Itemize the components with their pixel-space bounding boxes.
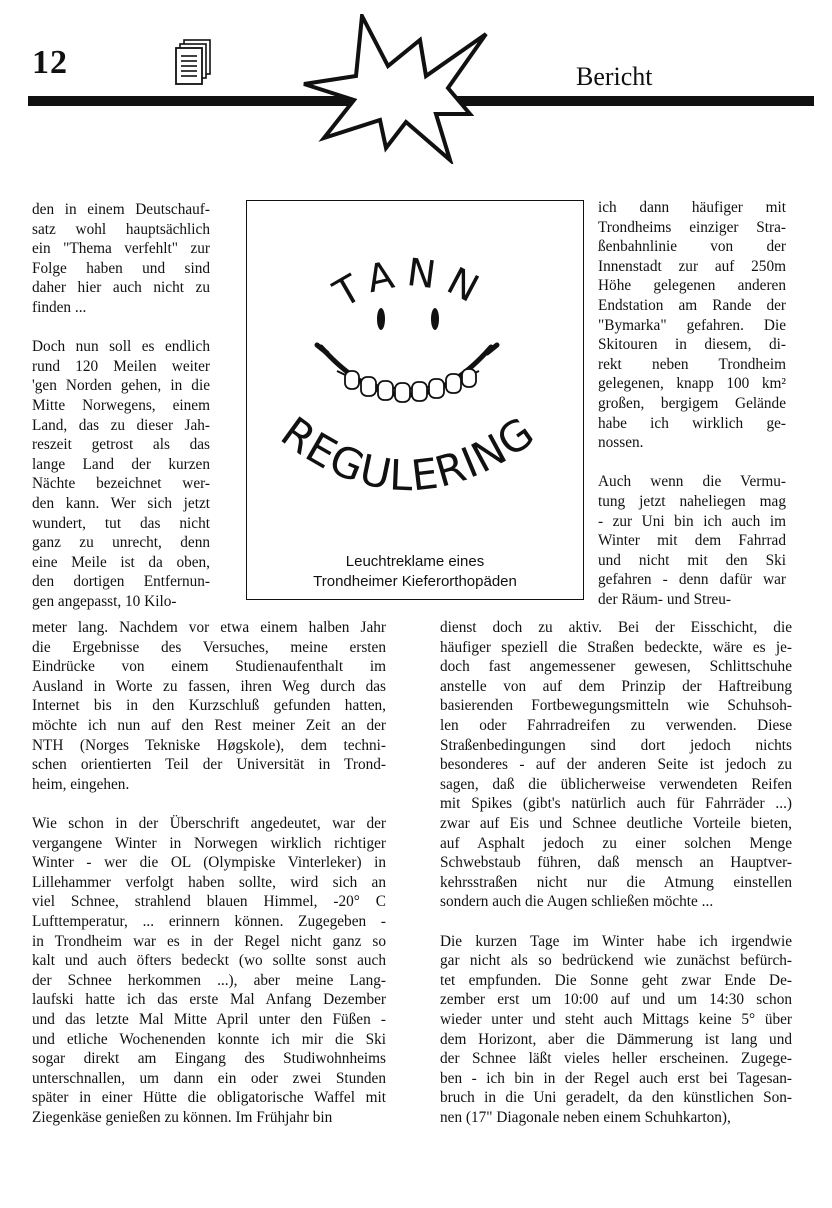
text-line: Winter - wer die OL (Olympiske Vinterleker) in xyxy=(32,854,386,872)
text-line: schen orientierten Teil der Universität in Trond- xyxy=(32,756,386,774)
text-line: später in einer Hütte die obligatorische Waffel mit xyxy=(32,1089,386,1107)
text-line: nen (17" Diagonale neben einem Schuhkarton), xyxy=(440,1109,731,1126)
text-line: Internet bis in den Kurzschluß gefunden hatten, xyxy=(32,697,386,715)
text-line: vergangene Winter in Norwegen wirklich richtiger xyxy=(32,834,386,852)
text-line: wundert, tut das nicht xyxy=(32,514,210,532)
text-line: Auch wenn die Vermu- xyxy=(598,473,786,491)
smiley-logo xyxy=(247,201,585,601)
text-line: tet empfunden. Die Sonne geht zwar Ende De- xyxy=(440,971,792,989)
text-line: Eindrücke von einem Studienaufenthalt im xyxy=(32,658,386,676)
text-line: großen, bergigem Gelände xyxy=(598,395,786,412)
text-line: Ausland in Worte zu fassen, ihren Weg durch das xyxy=(32,677,386,695)
text-line: habe ich wirklich ge- xyxy=(598,414,786,432)
ad-caption-line-2: Trondheimer Kieferorthopäden xyxy=(313,573,517,590)
text-line xyxy=(32,318,210,338)
document-stack-icon xyxy=(172,38,214,88)
text-line: Höhe gelegenen anderen xyxy=(598,277,786,295)
text-line: sogar direkt am Eingang des Studiwohnheims xyxy=(32,1050,386,1068)
logo-top-text: TANN xyxy=(326,249,495,316)
text-line: Straßenbedingungen sind dort jedoch nichts xyxy=(440,736,792,754)
text-line: viel Schnee, strahlend blauen Himmel, -20° C xyxy=(32,893,386,911)
text-line: wieder unter und steht auch Mittags keine 5° über xyxy=(440,1011,792,1028)
text-line: der Schnee herkommen ...), aber meine Lang- xyxy=(32,971,386,989)
text-line: sondern auch die Augen schließen möchte ... xyxy=(440,893,714,911)
advertisement-image xyxy=(246,200,584,600)
text-line: besonderes - auf der anderen Seite ist jedoch zu xyxy=(440,756,792,774)
text-line: Doch nun soll es endlich xyxy=(32,338,210,356)
text-line: Mitte Norwegens, einem xyxy=(32,397,210,414)
text-line: den kann. Wer sich jetzt xyxy=(32,495,210,512)
text-line: Schwebstaub führen, daß mensch an Hauptver- xyxy=(440,854,792,872)
ad-caption-line-1: Leuchtreklame eines xyxy=(345,553,485,570)
text-line: Trondheims einziger Stra- xyxy=(598,218,786,236)
text-line: basierenden Fortbewegungsmitteln wie Schuhsoh- xyxy=(440,697,792,715)
text-line xyxy=(32,794,386,814)
text-line: satz wohl hauptsächlich xyxy=(32,220,210,238)
text-line: ein "Thema verfehlt" zur xyxy=(32,240,210,258)
text-line: lange Land der kurzen xyxy=(32,455,210,473)
text-line: meter lang. Nachdem vor etwa einem halben Jahr xyxy=(32,619,386,636)
text-line: ßenbahnlinie von der xyxy=(598,238,786,256)
text-line: tung jetzt naheliegen mag xyxy=(598,493,786,510)
text-line: "Bymarka" gefahren. Die xyxy=(598,316,786,334)
text-line: Winter mit dem Fahrrad xyxy=(598,532,786,550)
text-line: Endstation am Rande der xyxy=(598,297,786,314)
text-line: zember erst um 10:00 auf und um 14:30 schon xyxy=(440,991,792,1009)
text-line: finden ... xyxy=(32,299,87,316)
text-line: der Schnee läßt vieles heller erscheinen. Zugege- xyxy=(440,1050,792,1068)
text-line: len oder Fahrradreifen zu verwenden. Diese xyxy=(440,717,792,734)
logo-arc-text: REGULERING xyxy=(272,406,544,501)
text-line: nossen. xyxy=(598,434,644,452)
text-line: - zur Uni bin ich auch im xyxy=(598,512,786,530)
text-line: in Trondheim war es in der Regel nicht ganz so xyxy=(32,932,386,950)
text-line: dienst doch zu aktiv. Bei der Eisschicht, die xyxy=(440,619,792,636)
text-line: ich dann häufiger mit xyxy=(598,199,786,216)
text-line: heim, eingehen. xyxy=(32,775,130,793)
text-line: und das letzte Mal Mitte April unter den Füßen - xyxy=(32,1011,386,1028)
text-line: gefahren - denn dafür war xyxy=(598,571,786,589)
text-line: Die kurzen Tage im Winter habe ich irgendwie xyxy=(440,932,792,950)
text-line: daher hier auch nicht zu xyxy=(32,279,210,297)
text-line: kalt und auch öfters bedeckt (wo sollte sonst auch xyxy=(32,952,386,970)
text-line: ganz zu unrecht, denn xyxy=(32,534,210,552)
text-line: Ziegenkäse genießen zu können. Im Frühjahr bin xyxy=(32,1109,333,1126)
text-line: auf Asphalt jedoch zu einer solchen Menge xyxy=(440,834,792,852)
text-line: dem Horizont, aber die Dämmerung ist lang und xyxy=(440,1030,792,1048)
text-line: Land, das zu dieser Jah- xyxy=(32,416,210,434)
section-title: Bericht xyxy=(576,62,653,91)
text-line: den dortigen Entfernun- xyxy=(32,573,210,591)
text-line: und nicht mit den Ski xyxy=(598,551,786,569)
text-line: rekt neben Trondheim xyxy=(598,355,786,373)
text-line: möchte ich nun auf den Rest meiner Zeit an der xyxy=(32,717,386,734)
text-line: laufski hatte ich das erste Mal Anfang Dezember xyxy=(32,991,386,1009)
text-line: mit Spikes (gibt's natürlich auch für Fahrräder ...) xyxy=(440,795,792,813)
text-line: Lillehammer verfolgt haben sollte, wird sich an xyxy=(32,873,386,891)
text-line: unterschnallen, um dann ein oder zwei Stunden xyxy=(32,1069,386,1087)
text-line: Folge haben und sind xyxy=(32,259,210,277)
text-line: der Räum- und Streu- xyxy=(598,591,731,608)
text-line: die Ergebnisse des Versuches, meine ersten xyxy=(32,638,386,656)
text-line: sagen, daß die üblicherweise verwendeten Reifen xyxy=(440,775,792,793)
page-number: 12 xyxy=(32,44,68,81)
text-line: den in einem Deutschauf- xyxy=(32,201,210,218)
text-line: und etliche Wochenenden konnte ich mir die Ski xyxy=(32,1030,386,1048)
text-line: ben - ich bin in der Regel auch erst bei Tagesan- xyxy=(440,1069,792,1087)
text-line: NTH (Norges Tekniske Høgskole), dem techni- xyxy=(32,736,386,754)
text-line: Innenstadt zur auf 250m xyxy=(598,257,786,275)
text-line: kehrsstraßen nicht nur die Atmung einstellen xyxy=(440,873,792,891)
text-line: häufiger speziell die Straßen bedeckte, wäre es je- xyxy=(440,638,792,656)
text-line: doch fast angemessener gewesen, Schlittschuhe xyxy=(440,658,792,676)
text-line xyxy=(440,912,792,932)
text-line: 'gen Norden gehen, in die xyxy=(32,377,210,395)
text-line: bruch in die Uni geradelt, da den künstlichen Son- xyxy=(440,1089,792,1107)
text-line: gar nicht als so bedrückend wie zunächst befürch- xyxy=(440,952,792,970)
text-line: rund 120 Meilen weiter xyxy=(32,357,210,375)
text-line: eine Meile ist da oben, xyxy=(32,553,210,571)
text-line: reszeit getrost als das xyxy=(32,436,210,454)
text-line: Skitouren in diesem, di- xyxy=(598,336,786,354)
text-line: anstelle von auf dem Prinzip der Haftreibung xyxy=(440,677,792,695)
text-line xyxy=(598,453,786,473)
text-line: gen angepasst, 10 Kilo- xyxy=(32,593,177,610)
text-line: Nächte bezeichnet wer- xyxy=(32,475,210,493)
text-line: Lufttemperatur, ... erinnern können. Zugegeben - xyxy=(32,913,386,930)
text-line: gelegenen, knapp 100 km² xyxy=(598,375,786,393)
starburst-icon xyxy=(300,14,490,164)
text-line: zwar auf Eis und Schnee deutliche Vorteile bieten, xyxy=(440,815,792,832)
text-line: Wie schon in der Überschrift angedeutet, war der xyxy=(32,815,386,832)
